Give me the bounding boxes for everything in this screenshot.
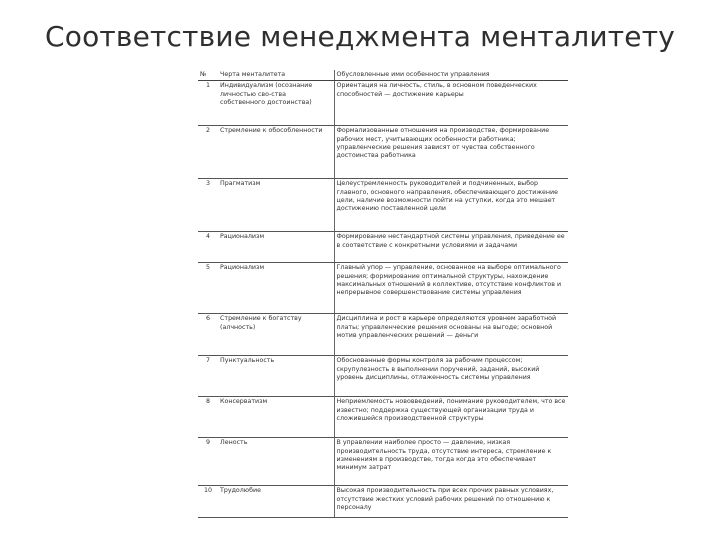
row-number: 10 xyxy=(198,486,218,518)
row-number: 5 xyxy=(198,263,218,314)
row-number: 2 xyxy=(198,126,218,179)
row-description: Формализованные отношения на производстве, формирование рабочих мест, учитывающих особенности работника; управленческие решения зависят от чувства собственного достоинства работника xyxy=(334,126,568,179)
row-number: 6 xyxy=(198,314,218,356)
row-description: Дисциплина и рост в карьере определяются уровнем заработной платы; управленческие решения основаны на выгоде; основной мотив управленческих решений — деньги xyxy=(334,314,568,356)
row-trait: Рационализм xyxy=(218,232,334,263)
table-row xyxy=(198,397,568,438)
row-description: Неприемлемость нововведений, понимание руководителем, что все известно; поддержка существующей организации труда и сложившейся производственной структуры xyxy=(334,397,568,438)
table-row xyxy=(198,486,568,518)
table-row xyxy=(198,126,568,179)
row-number: 4 xyxy=(198,232,218,263)
row-number: 3 xyxy=(198,179,218,232)
row-number: 1 xyxy=(198,81,218,126)
row-trait: Леность xyxy=(218,438,334,486)
row-trait: Рационализм xyxy=(218,263,334,314)
header-trait: Черта менталитета xyxy=(218,70,334,81)
table-row xyxy=(198,356,568,397)
row-number: 9 xyxy=(198,438,218,486)
row-description: Главный упор — управление, основанное на выборе оптимального решения; формирование оптимальной структуры, нахождение максимальных отношений в коллективе, отсутствие конфликтов и непрерывное совершенствование системы управления xyxy=(334,263,568,314)
row-trait: Стремление к богатству (алчность) xyxy=(218,314,334,356)
row-description: Формирование нестандартной системы управления, приведение ее в соответствие с конкретными условиями и задачами xyxy=(334,232,568,263)
mentality-table xyxy=(198,70,568,518)
table-header-row xyxy=(198,70,568,81)
row-trait: Прагматизм xyxy=(218,179,334,232)
row-number: 8 xyxy=(198,397,218,438)
row-description: Целеустремленность руководителей и подчиненных, выбор главного, основного направления, обеспечивающего достижение цели, наличие возможности пойти на уступки, когда это мешает достижению поставленной цели xyxy=(334,179,568,232)
row-number: 7 xyxy=(198,356,218,397)
table-row xyxy=(198,232,568,263)
row-trait: Индивидуализм (осознание личностью сво-ства собственного достоинства) xyxy=(218,81,334,126)
table-row xyxy=(198,81,568,126)
slide-title: Соответствие менеджмента менталитету xyxy=(44,20,676,53)
table-row xyxy=(198,263,568,314)
row-description: В управлении наиболее просто — давление, низкая производительность труда, отсутствие интереса, стремление к изменениям в производстве, тогда когда это обеспечивает минимум затрат xyxy=(334,438,568,486)
table-row xyxy=(198,314,568,356)
row-description: Ориентация на личность, стиль, в основном поведенческих способностей — достижение карьеры xyxy=(334,81,568,126)
row-trait: Пунктуальность xyxy=(218,356,334,397)
table-row xyxy=(198,179,568,232)
table-row xyxy=(198,438,568,486)
row-trait: Стремление к обособленности xyxy=(218,126,334,179)
row-description: Высокая производительность при всех прочих равных условиях, отсутствие жестких условий рабочих решений по отношению к персоналу xyxy=(334,486,568,518)
header-num: № xyxy=(198,70,218,81)
header-description: Обусловленные ими особенности управления xyxy=(334,70,568,81)
row-description: Обоснованные формы контроля за рабочим процессом; скрупулезность в выполнении поручений, заданий, высокий уровень дисциплины, отлаженность системы управления xyxy=(334,356,568,397)
row-trait: Консерватизм xyxy=(218,397,334,438)
row-trait: Трудолюбие xyxy=(218,486,334,518)
